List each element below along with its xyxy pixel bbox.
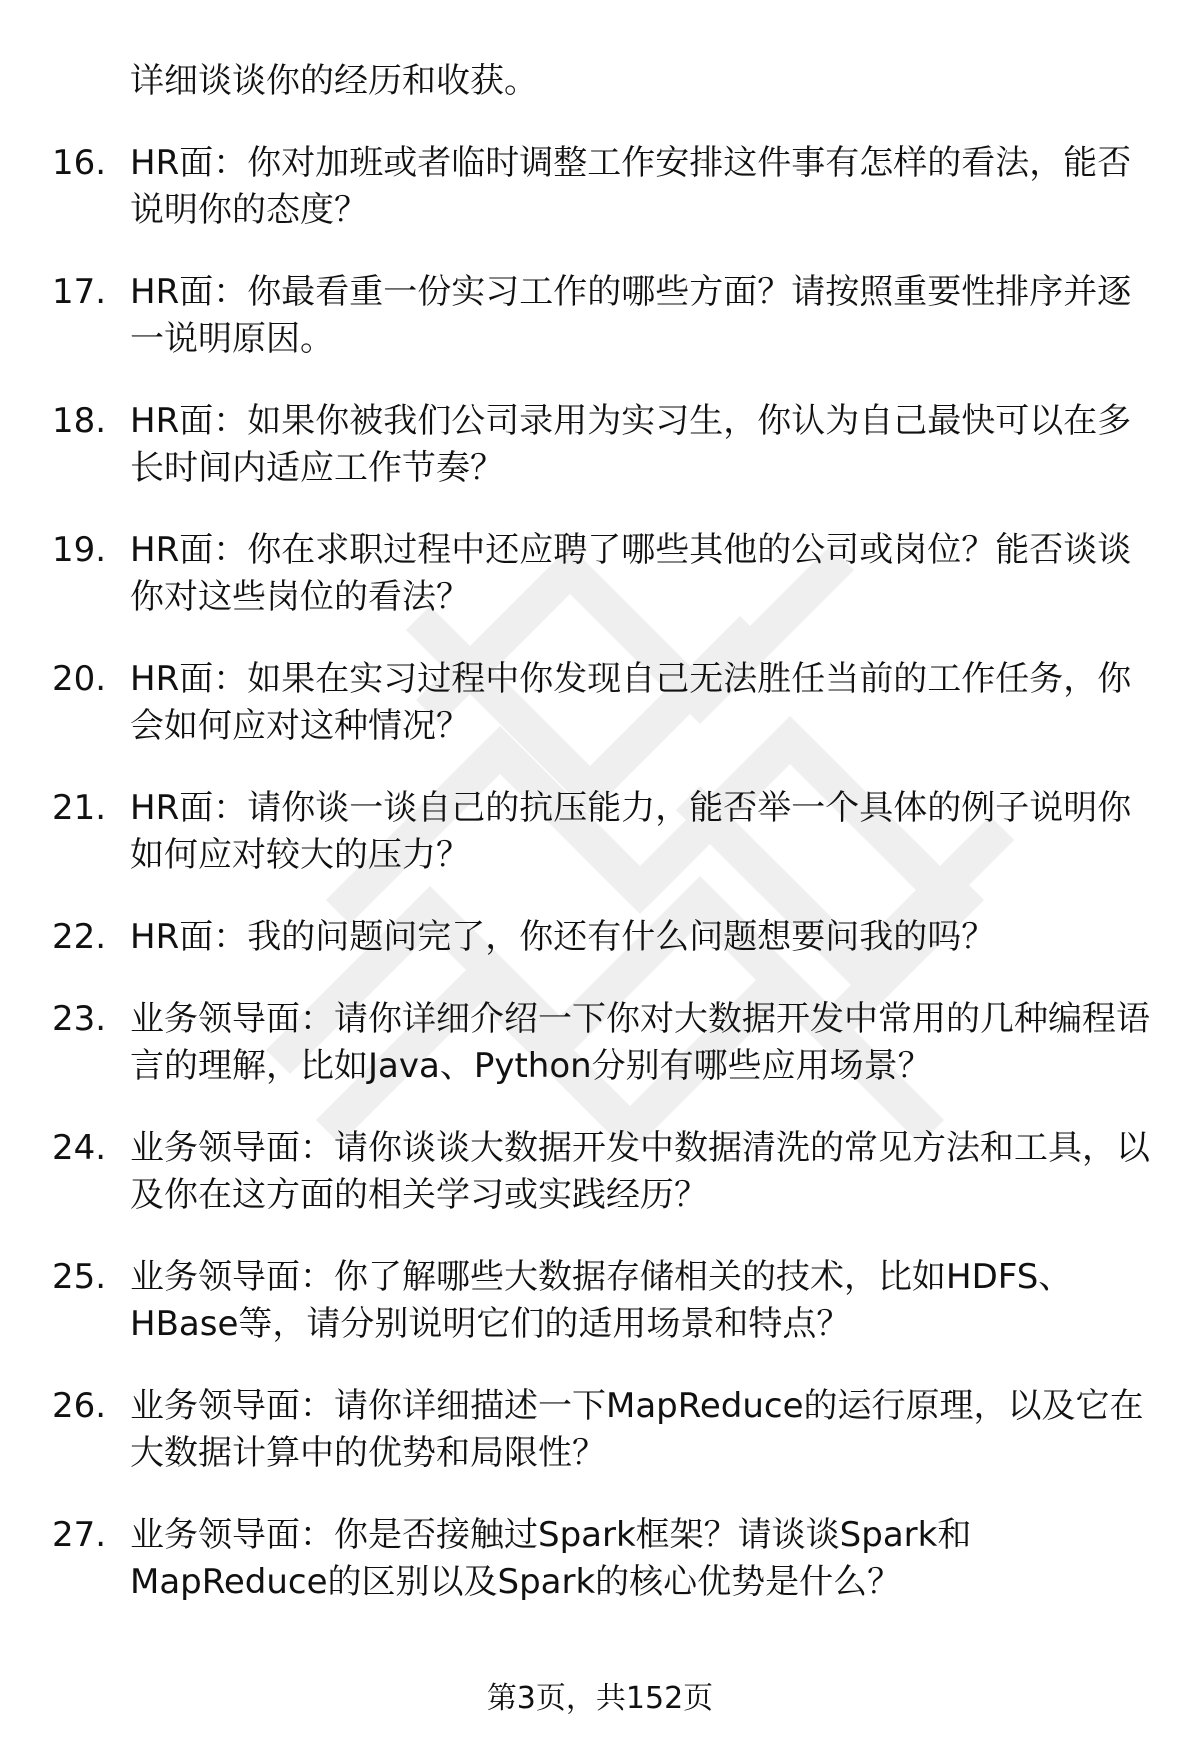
question-number: 25.	[52, 1257, 107, 1297]
question-text: HR面：你对加班或者临时调整工作安排这件事有怎样的看法，能否说明你的态度？	[130, 143, 1132, 230]
question-item-19	[52, 527, 1152, 621]
question-text: HR面：如果你被我们公司录用为实习生，你认为自己最快可以在多长时间内适应工作节奏？	[130, 401, 1132, 488]
question-text: 业务领导面：你是否接触过Spark框架？请谈谈Spark和MapReduce的区别以及Spark的核心优势是什么？	[130, 1515, 972, 1602]
question-number: 22.	[52, 917, 107, 957]
question-item-23	[52, 996, 1152, 1090]
question-text: 业务领导面：请你详细介绍一下你对大数据开发中常用的几种编程语言的理解，比如Java、Python分别有哪些应用场景？	[130, 999, 1150, 1086]
page-footer: 第3页，共152页	[486, 1681, 714, 1716]
question-number: 18.	[52, 401, 107, 441]
question-text: 业务领导面：你了解哪些大数据存储相关的技术，比如HDFS、HBase等，请分别说明它们的适用场景和特点？	[130, 1257, 1073, 1344]
question-number: 26.	[52, 1386, 107, 1426]
question-item-24	[52, 1125, 1152, 1219]
question-text: HR面：你最看重一份实习工作的哪些方面？请按照重要性排序并逐一说明原因。	[130, 272, 1132, 359]
question-text: HR面：请你谈一谈自己的抗压能力，能否举一个具体的例子说明你如何应对较大的压力？	[130, 788, 1132, 875]
question-number: 17.	[52, 272, 107, 312]
question-text: 业务领导面：请你详细描述一下MapReduce的运行原理，以及它在大数据计算中的优势和局限性？	[130, 1386, 1144, 1473]
question-number: 23.	[52, 999, 107, 1039]
question-number: 19.	[52, 530, 107, 570]
continued-question-text: 详细谈谈你的经历和收获。	[130, 61, 538, 101]
question-item-20	[52, 656, 1152, 750]
question-number: 16.	[52, 143, 107, 183]
question-text: HR面：如果在实习过程中你发现自己无法胜任当前的工作任务，你会如何应对这种情况？	[130, 659, 1132, 746]
question-text: HR面：我的问题问完了，你还有什么问题想要问我的吗？	[130, 917, 996, 957]
question-item-26	[52, 1383, 1152, 1477]
question-number: 24.	[52, 1128, 107, 1168]
question-item-18	[52, 398, 1152, 492]
question-item-25	[52, 1254, 1152, 1348]
question-number: 21.	[52, 788, 107, 828]
document-content	[52, 58, 1152, 1641]
question-item-21	[52, 785, 1152, 879]
question-number: 20.	[52, 659, 107, 699]
question-number: 27.	[52, 1515, 107, 1555]
question-item-17	[52, 269, 1152, 363]
question-text: 业务领导面：请你谈谈大数据开发中数据清洗的常见方法和工具，以及你在这方面的相关学习或实践经历？	[130, 1128, 1150, 1215]
question-text: HR面：你在求职过程中还应聘了哪些其他的公司或岗位？能否谈谈你对这些岗位的看法？	[130, 530, 1132, 617]
question-item-22	[52, 914, 1152, 961]
question-item-27	[52, 1512, 1152, 1606]
question-item-16	[52, 140, 1152, 234]
